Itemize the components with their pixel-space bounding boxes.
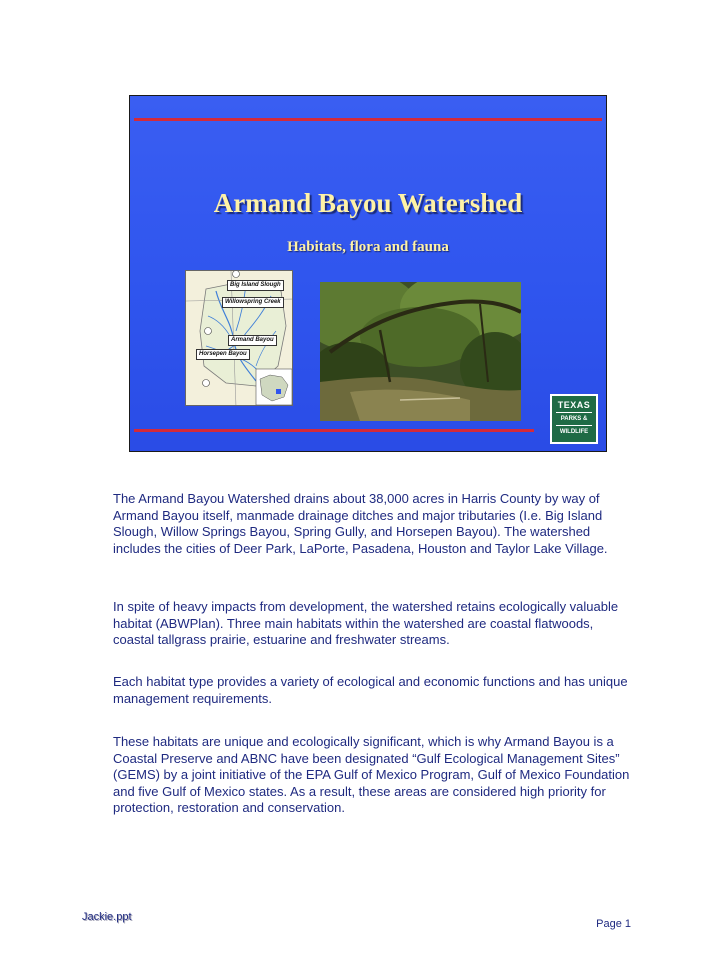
texas-parks-wildlife-logo (550, 394, 598, 444)
logo-line-1: TEXAS (557, 400, 591, 410)
paragraph-watershed-overview: The Armand Bayou Watershed drains about 38,000 acres in Harris County by way of Armand Bayou itself, manmade drainage ditches and major tributaries (I.e. Big Island Slough, Willow Springs Bayou, Spring Gully, and Horsepen Bayou). The watershed includes the cities of Deer Park, LaPorte, Pasadena, Houston and Taylor Lake Village. (113, 491, 608, 556)
logo-line-2: PARKS & (560, 416, 588, 422)
slide-thumbnail (129, 95, 607, 452)
map-label-willowspring-creek: Willowspring Creek (222, 297, 284, 308)
bayou-photo-image (320, 282, 521, 421)
paragraph-significance: These habitats are unique and ecologically significant, which is why Armand Bayou is a Coastal Preserve and ABNC have been designated “Gulf Ecological Management Sites” (GEMS) by a joint initiative of the EPA Gulf of Mexico Program, Gulf of Mexico Foundation and five Gulf of Mexico states. As a result, these areas are considered high priority for protection, restoration and conservation. (113, 734, 630, 816)
paragraph-functions: Each habitat type provides a variety of ecological and economic functions and has unique management requirements. (113, 674, 628, 706)
map-label-big-island-slough: Big Island Slough (227, 280, 284, 291)
footer-page-number: Page 1 (596, 918, 631, 930)
logo-line-3: WILDLIFE (559, 429, 589, 435)
slide-bottom-rule (134, 429, 534, 432)
logo-divider (556, 425, 592, 426)
bayou-photo (320, 282, 521, 421)
paragraph-habitats: In spite of heavy impacts from development, the watershed retains ecologically valuable habitat (ABWPlan). Three main habitats within the watershed are coastal flatwoods, coastal tallgrass prairie, estuarine and freshwater streams. (113, 599, 619, 648)
logo-divider (556, 412, 592, 413)
footer-filename: Jackie.ppt (82, 911, 132, 923)
watershed-map (185, 270, 293, 406)
slide-title: Armand Bayou Watershed (213, 188, 523, 218)
map-label-horsepen-bayou: Horsepen Bayou (196, 349, 250, 360)
slide-top-rule (134, 118, 602, 121)
map-label-armand-bayou: Armand Bayou (228, 335, 277, 346)
slide-subtitle: Habitats, flora and fauna (287, 239, 449, 255)
